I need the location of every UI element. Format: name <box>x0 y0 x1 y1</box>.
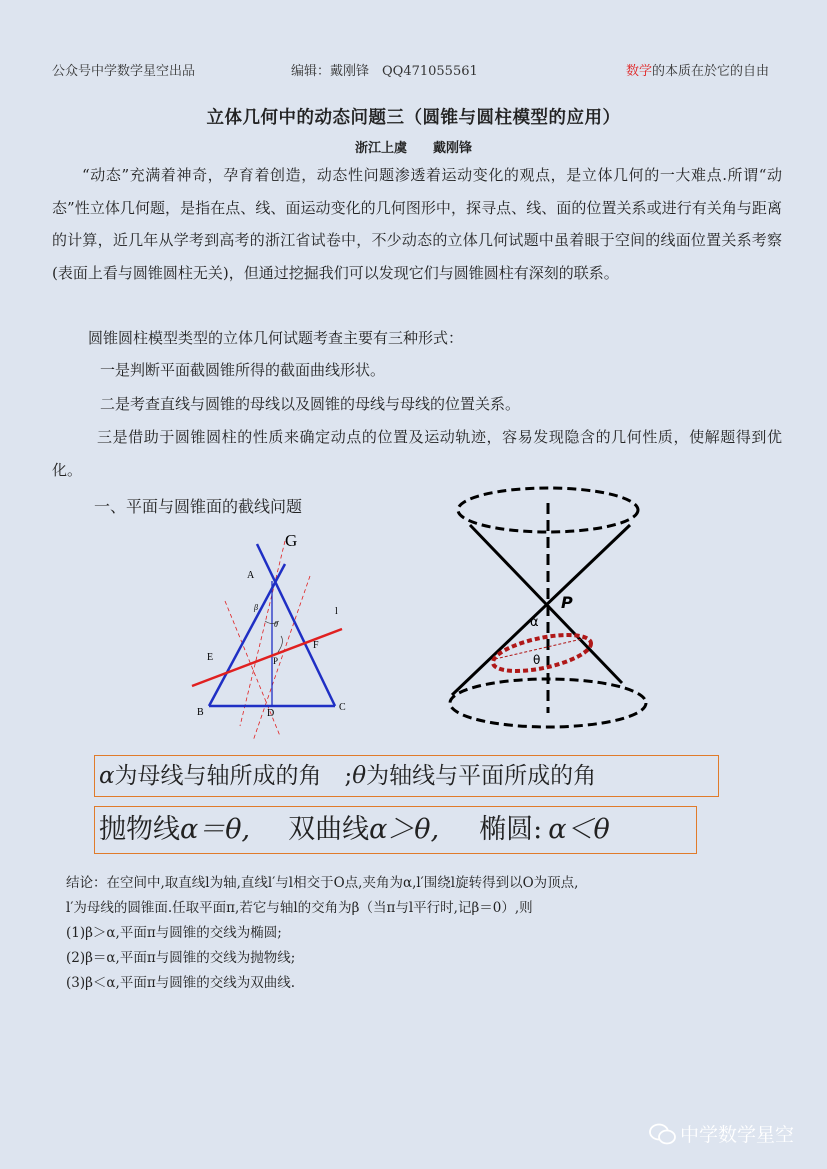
conclusion-line-4: (2)β＝α,平面π与圆锥的交线为抛物线; <box>66 950 296 966</box>
label-C: C <box>339 702 346 713</box>
box1-text2: 为轴线与平面所成的角 <box>366 763 597 789</box>
intro-paragraph: “动态”充满着神奇，孕育着创造，动态性问题渗透着运动变化的观点，是立体几何的一大难点.所谓“动态”性立体几何题，是指在点、线、面运动变化的几何图形中，探寻点、线、面的位置关系或进行有关角与距离的计算，近几年从学考到高考的浙江省试卷中，不少动态的立体几何试题中虽着眼于空间的线面位置关系考察(表面上看与圆锥圆柱无关)，但通过挖掘我们可以发现它们与圆锥圆柱有深刻的联系。 <box>52 166 782 282</box>
label-beta: β <box>254 603 258 612</box>
double-cone-figure <box>440 483 650 733</box>
box2-hyperbola-cond: α＞θ, <box>369 814 440 845</box>
header-right-accent: 数学 <box>626 64 653 79</box>
conclusion-line-3: (1)β＞α,平面π与圆锥的交线为椭圆; <box>66 925 282 941</box>
header-right <box>626 60 769 79</box>
bottom-ellipse <box>450 679 646 727</box>
angle-definition-box <box>94 755 719 797</box>
author: 浙江上虞 戴刚锋 <box>354 141 472 156</box>
types-intro: 圆锥圆柱模型类型的立体几何试题考查主要有三种形式： <box>88 329 464 347</box>
header-right-rest: 的本质在於它的自由 <box>652 64 770 79</box>
conclusion-line-1: 结论：在空间中,取直线l为轴,直线l′与l相交于O点,夹角为α,l′围绕l旋转得到以O为顶点, <box>66 875 579 891</box>
wechat-icon <box>648 1122 678 1146</box>
label-theta: θ <box>533 653 541 667</box>
page-title: 立体几何中的动态问题三（圆锥与圆柱模型的应用） <box>206 108 621 128</box>
watermark-text: 中学数学星空 <box>680 1124 795 1146</box>
angle-arc-2 <box>278 636 282 652</box>
box2-parabola-cond: α＝θ, <box>180 814 251 845</box>
label-D: D <box>267 708 275 719</box>
type-1: 一是判断平面截圆锥所得的截面曲线形状。 <box>100 361 386 379</box>
label-F: F <box>313 640 319 651</box>
box1-alpha: α <box>99 763 115 789</box>
box2-hyperbola: 双曲线 <box>288 814 370 845</box>
label-P: P <box>273 656 279 666</box>
box2-parabola: 抛物线 <box>99 814 180 845</box>
section-heading: 一、平面与圆锥面的截线问题 <box>94 497 303 516</box>
curve-condition-box <box>94 806 697 854</box>
box2-ellipse-cond: α＜θ <box>548 814 610 845</box>
label-E: E <box>207 652 214 663</box>
header-left: 公众号中学数学星空出品 <box>52 64 196 79</box>
header-middle: 编辑：戴刚锋 QQ471055561 <box>291 64 478 79</box>
label-B: B <box>197 707 204 718</box>
box2-ellipse: 椭圆: <box>479 814 543 845</box>
conclusion-line-5: (3)β＜α,平面π与圆锥的交线为双曲线. <box>66 975 295 991</box>
triangle-figure <box>185 526 360 746</box>
box1-theta: θ <box>352 763 367 789</box>
label-P: P <box>561 593 573 612</box>
box1-text1: 为母线与轴所成的角 ; <box>114 763 353 789</box>
section-ellipse <box>490 628 594 678</box>
label-G: G <box>285 531 298 550</box>
triangle-side-ab <box>209 564 285 706</box>
cutting-plane-line <box>192 629 342 686</box>
conclusion-line-2: l′为母线的圆锥面.任取平面π,若它与轴l的交角为β（当π与l平行时,记β＝0）,则 <box>66 900 533 916</box>
type-3: 三是借助于圆锥圆柱的性质来确定动点的位置及运动轨迹，容易发现隐含的几何性质，使解题得到优化。 <box>52 428 782 479</box>
label-alpha: α <box>530 615 539 630</box>
type-2: 二是考查直线与圆锥的母线以及圆锥的母线与母线的位置关系。 <box>100 395 521 413</box>
label-A: A <box>247 570 255 581</box>
label-theta: θ <box>274 620 278 629</box>
label-l: l <box>335 606 338 617</box>
triangle-side-ac <box>257 544 335 706</box>
